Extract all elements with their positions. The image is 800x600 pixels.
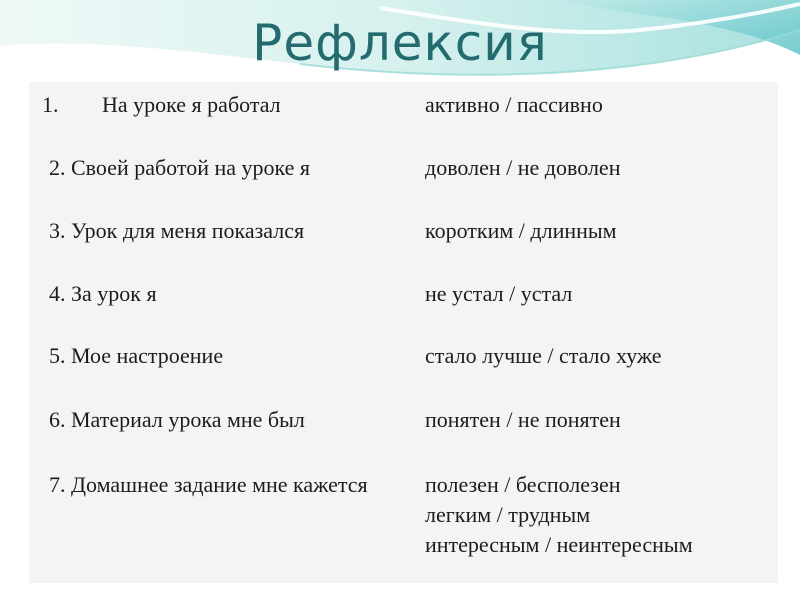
page-title: Рефлексия <box>252 14 548 72</box>
question-3: 3. Урок для меня показался <box>49 218 305 243</box>
answer-3: коротким / длинным <box>425 218 617 243</box>
question-1-number: 1. <box>42 92 59 117</box>
question-7: 7. Домашнее задание мне кажется <box>49 472 368 497</box>
question-5: 5. Мое настроение <box>49 343 224 368</box>
question-2: 2. Своей работой на уроке я <box>49 155 311 180</box>
answer-7-line-3: интересным / неинтересным <box>425 532 693 557</box>
answer-7 <box>425 470 775 560</box>
answer-1: активно / пассивно <box>425 92 603 117</box>
answer-4: не устал / устал <box>425 281 573 306</box>
question-1 <box>42 90 392 120</box>
answer-7-line-1: полезен / бесполезен <box>425 472 621 497</box>
answer-2: доволен / не доволен <box>425 155 621 180</box>
question-6: 6. Материал урока мне был <box>49 407 305 432</box>
question-4: 4. За урок я <box>49 281 157 306</box>
question-1-text: На уроке я работал <box>102 92 281 117</box>
answer-7-line-2: легким / трудным <box>425 502 591 527</box>
answer-5: стало лучше / стало хуже <box>425 343 662 368</box>
reflection-panel <box>29 82 778 583</box>
answer-6: понятен / не понятен <box>425 407 621 432</box>
